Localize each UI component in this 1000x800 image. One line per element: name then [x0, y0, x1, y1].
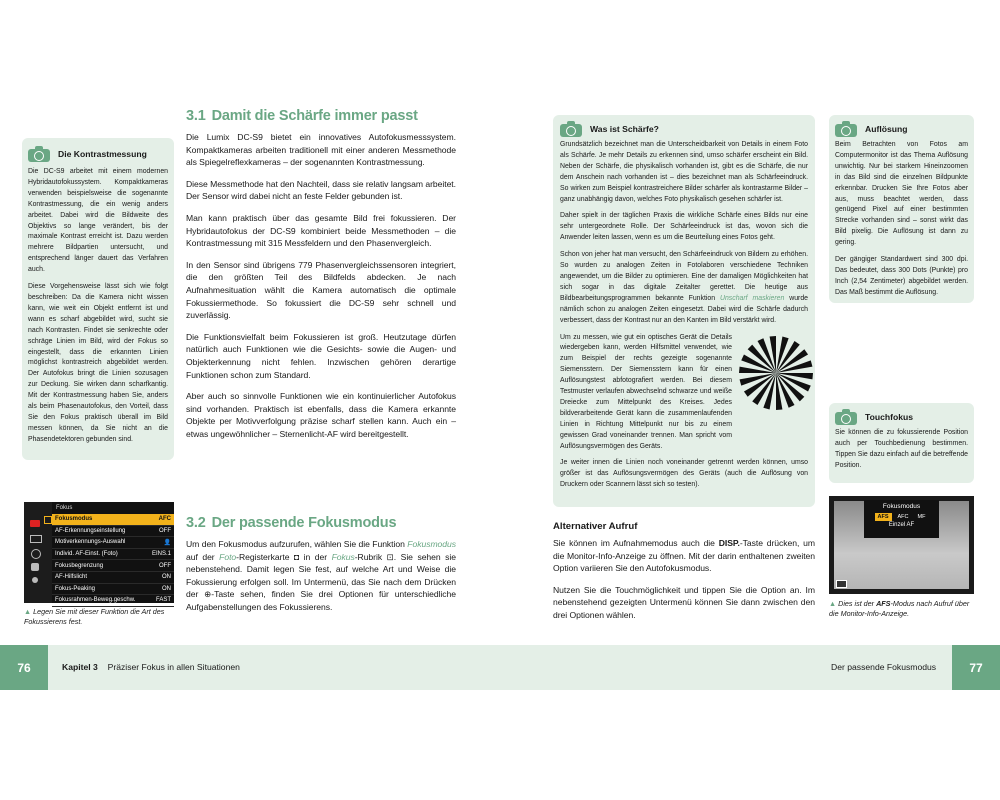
paragraph: Nutzen Sie die Touchmöglichkeit und tippen Sie die Option an. Im nebenstehend gezeigten Untermenü können Sie dann zwischen den drei Optionen wählen.	[553, 584, 815, 620]
text-run: wurde nämlich schon zu analogen Zeiten eingesetzt. Dabei wird die Schärfe dadurch verbessert, dass der Kontrast nur an den Kanten im Bild verstärkt wird.	[560, 294, 809, 324]
page-number-right: 77	[952, 645, 1000, 690]
box-title: Die Kontrastmessung	[58, 149, 147, 159]
menu-item[interactable]	[52, 572, 174, 584]
menu-item[interactable]	[52, 537, 174, 549]
section-heading-3-1	[186, 108, 418, 124]
siemens-star-image	[738, 335, 814, 411]
menu-item[interactable]	[52, 584, 174, 596]
menu-item-value: OFF	[159, 527, 171, 534]
footer-title: Der passende Fokusmodus	[831, 662, 937, 672]
box-title-row	[835, 409, 968, 425]
paragraph: In den Sensor sind übrigens 779 Phasenvergleichssensoren integriert, die den größten Teil des Bildfelds abdecken. Je nach Aufnahmesituation wählt die Kamera automatisch die optimale Fokussiermethode. So fokussiert die DC-S9 sehr schnell und zuverlässig.	[186, 259, 456, 321]
menu-side-icons	[24, 502, 52, 603]
caption-text: Legen Sie mit dieser Funktion die Art des Fokussierens fest.	[24, 607, 165, 626]
screen-caption	[829, 599, 979, 619]
paragraph: Aber auch so sinnvolle Funktionen wie ein kontinuierlicher Autofokus sind vorhanden. Praktisch ist ebenfalls, dass die Kamera erkannte Objekte per Motivverfolgung präzise scharf stellen kann. Auch ein – etwas ungewöhnlicher – Sternenlicht-AF wird bereitgestellt.	[186, 391, 456, 439]
paragraph: Die Funktionsvielfalt beim Fokussieren ist groß. Heutzutage dürfen natürlich auch Funktionen wie die Gesichts- sowie die Augen- und Objekterkennung nicht fehlen. Inzwischen gehören derartige Funktionen schon zum Standard.	[186, 331, 456, 380]
text-run: Schon von jeher hat man versucht, den Schärfeeindruck von Bildern zu erhöhen. So wurden zu analogen Zeiten in Fotolaboren verschiedene Techniken angewendet, um die Bilder zu optimieren. Eine der damaligen Möglichkeiten hat sich sogar in das digitale Zeitalter gerettet. Die heutige aus Bildbearbeitungsprogrammen bekannte Funktion	[560, 251, 808, 302]
text-run: -Rubrik ⊡. Sie sehen sie nebenstehend. Damit legen Sie fest, auf welche Art und Weise die Fokussierung erfolgen soll. Im Untermenü, das Sie nach dem Drücken der ⊕-Taste sehen, finden Sie drei Optionen für unterschiedliche Aufgabenstellungen des Fokussierens.	[186, 551, 456, 612]
box-paragraph: Beim Betrachten von Fotos am Computermonitor ist das Thema Auflösung unwichtig. Nur bei starkem Hineinzoomen in das Bild sind die einzelnen Bildpunkte erkennbar. Drucken Sie Ihre Fotos aber aus, muss beachtet werden, dass genügend Pixel auf einer bestimmten Strecke vorhanden sind – sonst wirkt das Bild pixelig. Die Auflösung ist dann zu gering.	[835, 141, 968, 247]
link-foto: Foto	[219, 551, 237, 562]
camera-icon	[835, 121, 857, 137]
box-paragraph: Um zu messen, wie gut ein optisches Gerät die Details wiedergeben kann, werden Hilfsmittel verwendet, wie zum Beispiel der rechts gezeigte sogenannte Siemensstern. Der Siemensstern kann für einen Auflösungstest abfotografiert werden. Bei diesem Testmuster verlaufen abwechselnd schwarze und weiße Dreiecke zum Mittelpunkt des Kreises. Jedes bildverarbeitende Gerät kann die zusammenlaufenden Linien in Richtung Mittelpunkt nur bis zu einem gewissen Grad voneinander trennen. Man spricht vom Auflösungsvermögen des Geräts.	[560, 333, 732, 450]
section-heading-3-2	[186, 515, 396, 531]
menu-item-label: Fokusbegrenzung	[55, 562, 104, 569]
menu-item[interactable]	[52, 526, 174, 538]
menu-item[interactable]	[52, 560, 174, 572]
settings-tab-icon	[31, 549, 41, 559]
menu-item-value: FAST	[155, 597, 171, 604]
box-paragraph: Grundsätzlich bezeichnet man die Unterscheidbarkeit von Details in einem Foto als Schärfe. Je mehr Details zu erkennen sind, umso schärfer erscheint ein Bild. Neben der Schärfe, die physikalisch vorhanden ist, gibt es die Schärfe, die nur dem Anschein nach vorhanden ist – dies bezeichnet man als Schärfeeindruck. So wirken zum Beispiel kontrastreichere Bilder schärfer als kontrastarme Bilder – ganz unabhängig davon, welches Foto physikalisch gesehen schärfer ist.	[560, 141, 808, 203]
camera-icon	[28, 146, 50, 162]
box-paragraph: Die DC-S9 arbeitet mit einem modernen Hybridautofokussystem. Kompaktkameras verwenden beispielsweise die sogenannte Kontrastmessung, die ein wenig anders arbeitet. Dabei wird die Bildweite des Objektivs so lange verändert, bis der maximale Kontrast erreicht ist. Dazu werden mehrere Bildpartien untersucht, und entsprechend länger dauert das Verfahren auch.	[28, 168, 168, 274]
custom-tab-icon	[31, 563, 39, 571]
info-box-touchfokus	[829, 403, 974, 483]
text-run: Sie können im Aufnahmemodus auch die	[553, 538, 719, 548]
paragraph: Man kann praktisch über das gesamte Bild frei fokussieren. Der Hybridautofokus der DC-S9 kombiniert beide Messmethoden – die Kontrastmessung mit 315 Messfeldern und den Phasenvergleich.	[186, 212, 456, 249]
option-mf[interactable]: MF	[917, 514, 926, 520]
option-afc[interactable]: AFC	[897, 514, 909, 520]
camera-icon	[835, 409, 857, 425]
menu-item-label: Fokusmodus	[55, 516, 93, 523]
menu-item-value: EINS.1	[151, 551, 171, 558]
box-title: Auflösung	[865, 124, 908, 134]
screen-popup	[864, 500, 939, 538]
paragraph: Die Lumix DC-S9 bietet ein innovatives Autofokusmesssystem. Kompaktkameras arbeiten traditionell mit einer anderen Messmethode als Spiegelreflexkameras – der sogenannten Kontrastmessung.	[186, 132, 456, 168]
menu-item-value: 👤	[163, 539, 171, 546]
caption-triangle-icon: ▲	[829, 599, 837, 608]
box-title: Was ist Schärfe?	[590, 124, 659, 134]
chapter-title: Präziser Fokus in allen Situationen	[107, 662, 240, 672]
menu-caption	[24, 607, 176, 627]
user-tab-icon	[32, 577, 38, 583]
menu-item-value: ON	[162, 574, 171, 581]
section-title: Damit die Schärfe immer passt	[211, 108, 418, 124]
link-unscharf-maskieren: Unscharf maskieren	[720, 294, 785, 302]
box-paragraph: Der gängiger Standardwert sind 300 dpi. Das bedeutet, dass 300 Dots (Punkte) pro Inch (2,54 Zentimeter) abgebildet werden. Das Maß bestimmt die Auflösung.	[835, 256, 968, 296]
menu-item[interactable]	[52, 514, 174, 526]
info-box-schaerfe	[553, 115, 815, 507]
info-box-kontrastmessung	[22, 138, 174, 460]
box-title-row	[560, 121, 808, 137]
box-paragraph: Diese Vorgehensweise lässt sich wie folgt beschreiben: Da die Kamera nicht wissen kann, wie weit ein Objekt entfernt ist und wann es scharf abgebildet wird, sucht sie nach Kontrasten. Findet sie senkrechte oder schräge Linien im Bild, wird der Fokus so eingestellt, dass die erkannten Linien möglichst kontrastreich abgebildet werden. Der Autofokus bringt die Linien sozusagen zur Deckung. Sie wirken dann scharfkantig. Mit der Kontrastmessung haben Sie, anders als beim Phasenautofokus, den Vorteil, dass Sie den Fokus praktisch überall im Bild messen können, da Sie nicht an die Phasendetektoren gebunden sind.	[28, 283, 168, 443]
box-title-row	[835, 121, 968, 137]
option-afs[interactable]: AFS	[875, 513, 892, 521]
camera-icon	[560, 121, 582, 137]
screen-selected-label: Einzel AF	[888, 522, 915, 528]
screen-title: Fokusmodus	[882, 503, 921, 510]
menu-item-label: AF-Hilfslicht	[55, 574, 88, 581]
caption-triangle-icon: ▲	[24, 607, 32, 616]
menu-item-label: AF-Erkennungseinstellung	[55, 527, 126, 534]
alt-heading: Alternativer Aufruf	[553, 521, 638, 532]
box-title-row	[28, 146, 168, 162]
paragraph	[186, 538, 456, 614]
section-number: 3.2	[186, 515, 206, 531]
text-run: Um den Fokusmodus aufzurufen, wählen Sie die Funktion	[186, 539, 408, 549]
caption-rest: -Modus nach Aufruf über die Monitor-Info-Anzeige.	[829, 599, 970, 618]
disp-key: DISP.	[718, 538, 740, 548]
menu-item-label: Fokus-Peaking	[55, 585, 96, 592]
menu-item-value: OFF	[159, 562, 171, 569]
text-run: auf der	[186, 551, 220, 562]
camera-menu-screenshot	[24, 502, 174, 603]
alt-body	[553, 537, 815, 631]
focus-rubric-icon	[44, 516, 52, 524]
section-title: Der passende Fokusmodus	[211, 515, 397, 531]
back-icon[interactable]	[836, 580, 847, 588]
section-3-2-body	[186, 538, 456, 623]
box-paragraph: Daher spielt in der täglichen Praxis die wirkliche Schärfe eines Bilds nur eine sehr untergeordnete Rolle. Der Schärfeeindruck ist das, wovon sich die Anwender leiten lassen, wenn es um die Beurteilung eines Fotos geht.	[560, 212, 808, 242]
photo-tab-icon	[30, 520, 40, 527]
screen-options	[864, 513, 939, 521]
text-run: -Taste drücken, um die Monitor-Info-Anzeige zu öffnen. Mit der darin enthaltenen zweiten Option variieren Sie den Autofokusmodus.	[553, 538, 815, 574]
menu-item-label: Fokusrahmen-Beweg.geschw.	[55, 597, 136, 604]
caption-bold: AFS	[876, 599, 891, 608]
star-wedge	[748, 344, 776, 372]
menu-item[interactable]	[52, 595, 174, 607]
section-number: 3.1	[186, 108, 206, 124]
chapter-label: Kapitel 3	[62, 662, 98, 672]
star-wedge	[776, 373, 804, 401]
caption-prefix: Dies ist der	[838, 599, 877, 608]
box-title: Touchfokus	[865, 412, 914, 422]
box-paragraph: Sie können die zu fokussierende Position auch per Touchbedienung bestimmen. Tippen Sie dazu einfach auf die betreffende Position.	[835, 429, 968, 469]
menu-item[interactable]	[52, 549, 174, 561]
menu-rows	[52, 514, 174, 607]
menu-item-label: Individ. AF-Einst. (Foto)	[55, 551, 118, 558]
footer-chapter	[62, 662, 240, 672]
menu-item-value: AFC	[158, 516, 171, 523]
camera-screen-screenshot	[829, 496, 974, 594]
text-run: -Registerkarte ◘ in der	[236, 551, 332, 562]
paragraph	[553, 537, 815, 575]
menu-header: Fokus	[56, 505, 73, 511]
video-tab-icon	[30, 535, 42, 543]
menu-item-label: Motiverkennungs-Auswahl	[55, 539, 126, 546]
box-paragraph	[560, 250, 808, 326]
menu-item-value: ON	[162, 585, 171, 592]
link-fokusmodus: Fokusmodus	[407, 539, 456, 549]
section-3-1-body	[186, 131, 456, 449]
box-paragraph: Je weiter innen die Linien noch voneinander getrennt werden können, umso größer ist das Auflösungsvermögen des Geräts (auch die Auflösung von Druckern oder Scannern lässt sich so testen).	[560, 459, 808, 489]
paragraph: Diese Messmethode hat den Nachteil, dass sie relativ langsam arbeitet. Der Sensor wird dabei nicht an feste Felder gebunden ist.	[186, 178, 456, 202]
info-box-aufloesung	[829, 115, 974, 303]
page-number-left: 76	[0, 645, 48, 690]
link-fokus: Fokus	[331, 551, 355, 562]
